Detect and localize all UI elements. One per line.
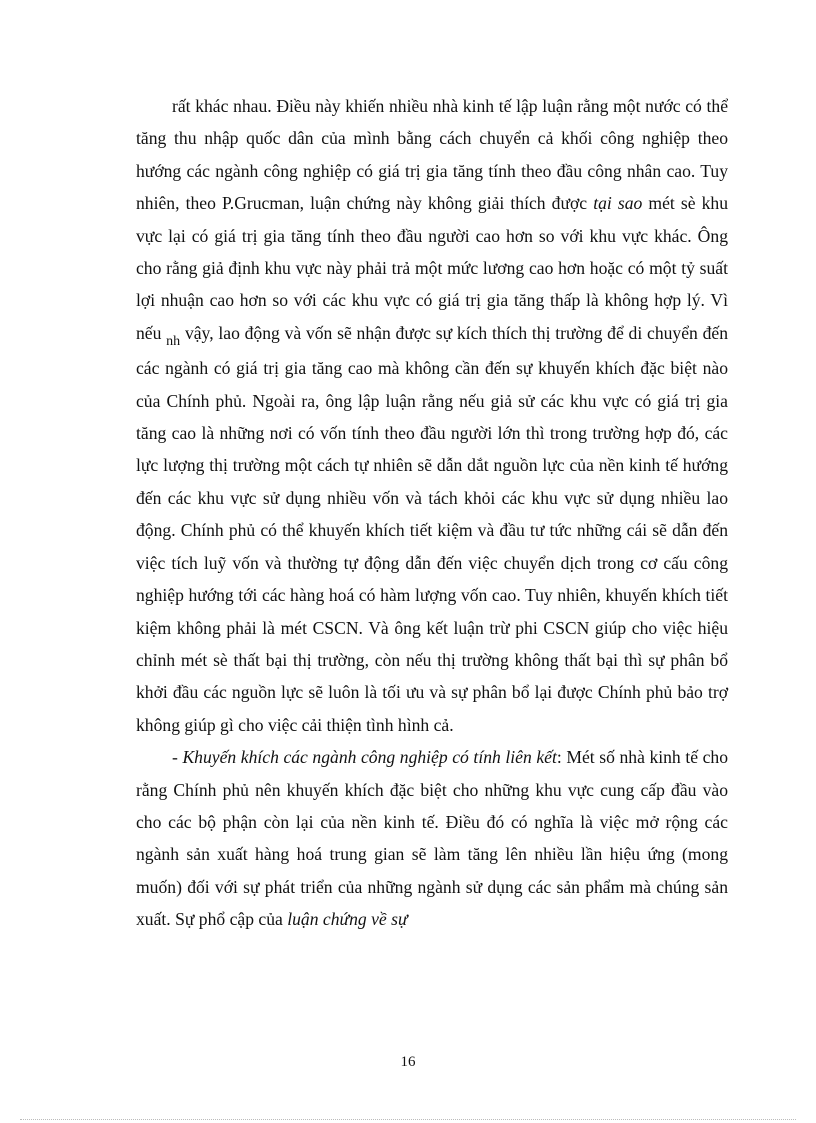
paragraph1-subscript-fragment: nh	[166, 333, 181, 349]
page-bottom-rule	[20, 1119, 796, 1120]
paragraph1-text-1: rất khác nhau. Điều này khiến nhiều nhà kinh tế lập luận rằng một nước có thể tăng thu nhập quốc dân của mình bằng cách chuyển cả khối công nghiệp theo hướng các ngành công nghiệp có giá trị gia tăng tính theo đầu công nhân cao. Tuy nhiên, theo P.Grucman, luận chứng này không giải thích được	[136, 96, 728, 214]
paragraph2-italic-tail: luận chứng về sự	[287, 909, 408, 930]
paragraph-continuation	[136, 90, 728, 741]
paragraph1-text-3: vậy, lao động và vốn sẽ nhận được sự kích thích thị trường để di chuyển đến các ngành có giá trị gia tăng cao mà không cần đến sự khuyến khích đặc biệt nào của Chính phủ. Ngoài ra, ông lập luận rằng nếu giả sử các khu vực có giá trị gia tăng cao là những nơi có vốn tính theo đầu người lớn thì trong trường hợp đó, các lực lượng thị trường một cách tự nhiên sẽ dẫn dắt nguồn lực của nền kinh tế hướng đến các khu vực sử dụng nhiều vốn và tách khỏi các khu vực sử dụng nhiều lao động. Chính phủ có thể khuyến khích tiết kiệm và đầu tư tức những cái sẽ dẫn đến việc tích luỹ vốn và thường tự động dẫn đến việc chuyển dịch trong cơ cấu công nghiệp hướng tới các hàng hoá có hàm lượng vốn cao. Tuy nhiên, khuyến khích tiết kiệm không phải là mét CSCN. Và ông kết luận trừ phi CSCN giúp cho việc hiệu chỉnh mét sè thất bại thị trường, còn nếu thị trường không thất bại thì sự phân bổ khởi đầu các nguồn lực sẽ luôn là tối ưu và sự phân bổ lại được Chính phủ bảo trợ không giúp gì cho việc cải thiện tình hình cả.	[136, 322, 728, 735]
paragraph2-text: : Mét số nhà kinh tế cho rằng Chính phủ nên khuyến khích đặc biệt cho những khu vực cung cấp đầu vào cho các bộ phận còn lại của nền kinh tế. Điều đó có nghĩa là việc mở rộng các ngành sản xuất hàng hoá trung gian sẽ làm tăng lên nhiều lần hiệu ứng (mong muốn) đối với sự phát triển của những ngành sử dụng các sản phẩm mà chúng sản xuất. Sự phổ cập của	[136, 747, 728, 930]
paragraph1-italic-phrase: tại sao	[593, 193, 643, 214]
page-number: 16	[400, 1054, 416, 1070]
paragraph1-text-2: mét sè khu vực lại có giá trị gia tăng tính theo đầu người cao hơn so với khu vực khác. Ông cho rằng giả định khu vực này phải trả một mức lương cao hơn hoặc có một tỷ suất lợi nhuận cao hơn so với các khu vực có giá trị gia tăng thấp là không hợp lý. Vì nếu	[136, 193, 728, 343]
paragraph2-italic-heading: - Khuyến khích các ngành công nghiệp có tính liên kết	[172, 747, 557, 768]
paragraph-linked-industries	[136, 741, 728, 935]
document-body	[136, 90, 728, 936]
